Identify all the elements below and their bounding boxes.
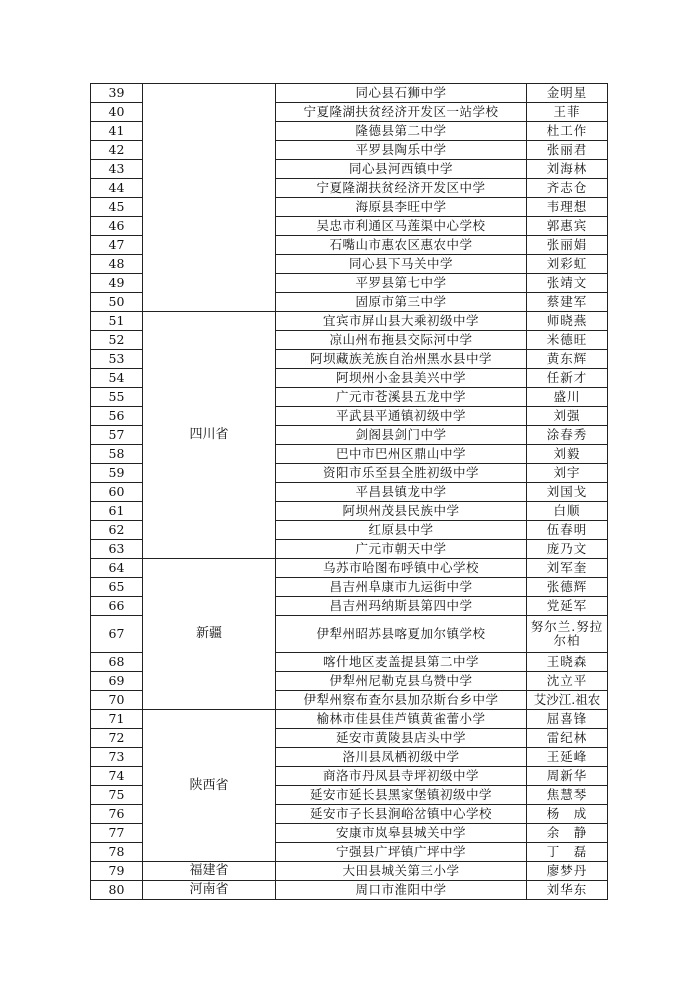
teacher-name: 刘军奎 — [527, 559, 608, 578]
teacher-name: 王延峰 — [527, 748, 608, 767]
school-name: 昌吉州玛纳斯县第四中学 — [276, 597, 527, 616]
teacher-name: 廖梦丹 — [527, 862, 608, 881]
teacher-name: 屈喜锋 — [527, 710, 608, 729]
school-name: 榆林市佳县佳芦镇黄雀蕾小学 — [276, 710, 527, 729]
row-number: 45 — [91, 198, 143, 217]
school-name: 延安市延长县黑家堡镇初级中学 — [276, 786, 527, 805]
teacher-name: 刘毅 — [527, 445, 608, 464]
teacher-name: 刘宇 — [527, 464, 608, 483]
teacher-name: 党延军 — [527, 597, 608, 616]
teacher-name: 努尔兰.努拉尔柏 — [527, 616, 608, 653]
table-row — [91, 710, 608, 729]
school-name: 红原县中学 — [276, 521, 527, 540]
teacher-name: 刘强 — [527, 407, 608, 426]
row-number: 67 — [91, 616, 143, 653]
school-name: 宁夏隆湖扶贫经济开发区中学 — [276, 179, 527, 198]
row-number: 50 — [91, 293, 143, 312]
teacher-name: 伍春明 — [527, 521, 608, 540]
teacher-name: 郭惠宾 — [527, 217, 608, 236]
teacher-name: 盛川 — [527, 388, 608, 407]
teacher-name: 杜工作 — [527, 122, 608, 141]
teacher-name: 米德旺 — [527, 331, 608, 350]
school-name: 宁强县广坪镇广坪中学 — [276, 843, 527, 862]
teacher-name: 艾沙江.祖农 — [527, 691, 608, 710]
school-name: 伊犁州尼勒克县乌赞中学 — [276, 672, 527, 691]
row-number: 63 — [91, 540, 143, 559]
school-name: 石嘴山市惠农区惠农中学 — [276, 236, 527, 255]
school-name: 平罗县陶乐中学 — [276, 141, 527, 160]
row-number: 73 — [91, 748, 143, 767]
school-name: 延安市子长县涧峪岔镇中心学校 — [276, 805, 527, 824]
row-number: 61 — [91, 502, 143, 521]
row-number: 40 — [91, 103, 143, 122]
school-name: 昌吉州阜康市九运街中学 — [276, 578, 527, 597]
row-number: 55 — [91, 388, 143, 407]
row-number: 47 — [91, 236, 143, 255]
teacher-name: 王菲 — [527, 103, 608, 122]
row-number: 42 — [91, 141, 143, 160]
table-row — [91, 312, 608, 331]
school-name: 剑阁县剑门中学 — [276, 426, 527, 445]
school-name: 平武县平通镇初级中学 — [276, 407, 527, 426]
row-number: 76 — [91, 805, 143, 824]
teacher-name: 蔡建军 — [527, 293, 608, 312]
school-name: 延安市黄陵县店头中学 — [276, 729, 527, 748]
teacher-name: 雷纪林 — [527, 729, 608, 748]
teacher-name: 沈立平 — [527, 672, 608, 691]
row-number: 62 — [91, 521, 143, 540]
teacher-name: 余 静 — [527, 824, 608, 843]
teacher-name: 涂春秀 — [527, 426, 608, 445]
school-name: 伊犁州昭苏县喀夏加尔镇学校 — [276, 616, 527, 653]
province-cell-ningxia — [143, 84, 276, 312]
row-number: 70 — [91, 691, 143, 710]
teacher-name: 刘华东 — [527, 881, 608, 900]
table-row — [91, 881, 608, 900]
school-name: 安康市岚皋县城关中学 — [276, 824, 527, 843]
teacher-name: 庞乃文 — [527, 540, 608, 559]
row-number: 41 — [91, 122, 143, 141]
row-number: 39 — [91, 84, 143, 103]
row-number: 71 — [91, 710, 143, 729]
school-name: 同心县下马关中学 — [276, 255, 527, 274]
row-number: 54 — [91, 369, 143, 388]
teacher-name: 刘彩虹 — [527, 255, 608, 274]
school-name: 伊犁州察布查尔县加尕斯台乡中学 — [276, 691, 527, 710]
teacher-name: 张丽君 — [527, 141, 608, 160]
school-name: 吴忠市利通区马莲渠中心学校 — [276, 217, 527, 236]
school-name: 阿坝藏族羌族自治州黑水县中学 — [276, 350, 527, 369]
row-number: 59 — [91, 464, 143, 483]
school-name: 阿坝州小金县美兴中学 — [276, 369, 527, 388]
school-name: 宁夏隆湖扶贫经济开发区一站学校 — [276, 103, 527, 122]
row-number: 52 — [91, 331, 143, 350]
school-name: 乌苏市哈图布呼镇中心学校 — [276, 559, 527, 578]
school-name: 资阳市乐至县全胜初级中学 — [276, 464, 527, 483]
school-name: 平昌县镇龙中学 — [276, 483, 527, 502]
row-number: 57 — [91, 426, 143, 445]
teacher-name: 刘海林 — [527, 160, 608, 179]
school-name: 商洛市丹凤县寺坪初级中学 — [276, 767, 527, 786]
table-row — [91, 559, 608, 578]
row-number: 51 — [91, 312, 143, 331]
row-number: 80 — [91, 881, 143, 900]
teacher-name: 丁 磊 — [527, 843, 608, 862]
row-number: 66 — [91, 597, 143, 616]
row-number: 56 — [91, 407, 143, 426]
row-number: 78 — [91, 843, 143, 862]
school-name: 巴中市巴州区鼎山中学 — [276, 445, 527, 464]
teacher-name: 张德辉 — [527, 578, 608, 597]
row-number: 58 — [91, 445, 143, 464]
school-name: 大田县城关第三小学 — [276, 862, 527, 881]
teacher-name: 张丽娟 — [527, 236, 608, 255]
province-cell-sichuan: 四川省 — [143, 312, 276, 559]
school-name: 宜宾市屏山县大乘初级中学 — [276, 312, 527, 331]
row-number: 49 — [91, 274, 143, 293]
teacher-name: 焦慧琴 — [527, 786, 608, 805]
school-name: 洛川县凤栖初级中学 — [276, 748, 527, 767]
school-name: 同心县石狮中学 — [276, 84, 527, 103]
row-number: 68 — [91, 653, 143, 672]
school-name: 同心县河西镇中学 — [276, 160, 527, 179]
teacher-name: 张靖文 — [527, 274, 608, 293]
row-number: 65 — [91, 578, 143, 597]
teacher-name: 杨 成 — [527, 805, 608, 824]
teacher-name: 任新才 — [527, 369, 608, 388]
teacher-name: 金明星 — [527, 84, 608, 103]
row-number: 79 — [91, 862, 143, 881]
province-cell-fujian: 福建省 — [143, 862, 276, 881]
roster-table — [90, 83, 608, 900]
row-number: 75 — [91, 786, 143, 805]
row-number: 44 — [91, 179, 143, 198]
row-number: 53 — [91, 350, 143, 369]
province-cell-xinjiang: 新疆 — [143, 559, 276, 710]
row-number: 74 — [91, 767, 143, 786]
row-number: 48 — [91, 255, 143, 274]
row-number: 72 — [91, 729, 143, 748]
row-number: 46 — [91, 217, 143, 236]
school-name: 喀什地区麦盖提县第二中学 — [276, 653, 527, 672]
row-number: 60 — [91, 483, 143, 502]
province-cell-henan: 河南省 — [143, 881, 276, 900]
teacher-name: 齐志仓 — [527, 179, 608, 198]
school-name: 隆德县第二中学 — [276, 122, 527, 141]
table-row — [91, 84, 608, 103]
row-number: 64 — [91, 559, 143, 578]
teacher-name: 韦理想 — [527, 198, 608, 217]
school-name: 周口市淮阳中学 — [276, 881, 527, 900]
school-name: 固原市第三中学 — [276, 293, 527, 312]
school-name: 广元市朝天中学 — [276, 540, 527, 559]
table-row — [91, 862, 608, 881]
school-name: 平罗县第七中学 — [276, 274, 527, 293]
row-number: 77 — [91, 824, 143, 843]
province-cell-shaanxi: 陕西省 — [143, 710, 276, 862]
school-name: 阿坝州茂县民族中学 — [276, 502, 527, 521]
teacher-name: 黄东辉 — [527, 350, 608, 369]
school-name: 海原县李旺中学 — [276, 198, 527, 217]
teacher-name: 王晓森 — [527, 653, 608, 672]
school-name: 广元市苍溪县五龙中学 — [276, 388, 527, 407]
teacher-name: 白顺 — [527, 502, 608, 521]
teacher-name: 刘国戈 — [527, 483, 608, 502]
row-number: 69 — [91, 672, 143, 691]
teacher-name: 师晓燕 — [527, 312, 608, 331]
teacher-name: 周新华 — [527, 767, 608, 786]
row-number: 43 — [91, 160, 143, 179]
school-name: 凉山州布拖县交际河中学 — [276, 331, 527, 350]
